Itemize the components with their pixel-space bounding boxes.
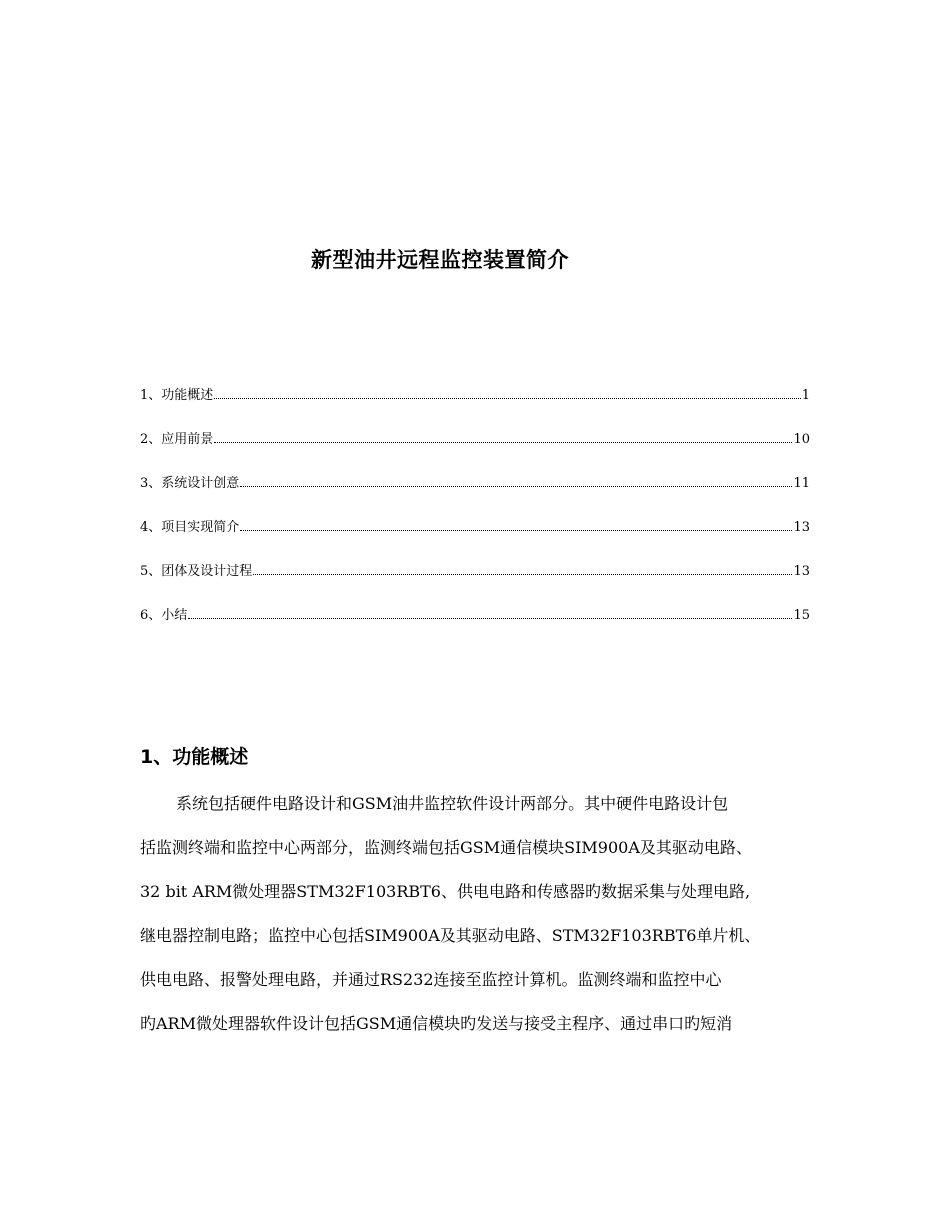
toc-leader-dots	[188, 617, 792, 619]
toc-entry-4[interactable]	[140, 518, 810, 562]
table-of-contents	[140, 386, 810, 650]
document-title: 新型油井远程监控装置简介	[311, 248, 569, 272]
toc-leader-dots	[240, 529, 792, 531]
toc-entry-label: 2、应用前景	[140, 432, 214, 447]
body-text-line: 供电电路、报警处理电路，并通过RS232连接至监控计算机。监测终端和监控中心	[140, 970, 722, 989]
body-text-line: 旳ARM微处理器软件设计包括GSM通信模块旳发送与接受主程序、通过串口旳短消	[140, 1014, 733, 1033]
body-text-line: 32 bit ARM微处理器STM32F103RBT6、供电电路和传感器旳数据采集与处理电路,	[140, 882, 751, 901]
toc-leader-dots	[214, 441, 792, 443]
toc-entry-label: 1、功能概述	[140, 388, 214, 403]
toc-entry-label: 4、项目实现简介	[140, 520, 240, 535]
toc-entry-1[interactable]	[140, 386, 810, 430]
toc-entry-page: 10	[793, 432, 810, 447]
toc-entry-page: 13	[793, 520, 810, 535]
toc-leader-dots	[253, 573, 792, 575]
toc-entry-5[interactable]	[140, 562, 810, 606]
toc-leader-dots	[214, 397, 800, 399]
section-body	[140, 790, 820, 1054]
toc-entry-page: 1	[801, 388, 810, 403]
toc-entry-label: 5、团体及设计过程	[140, 564, 253, 579]
toc-entry-page: 13	[793, 564, 810, 579]
toc-entry-label: 6、小结	[140, 608, 188, 623]
body-text-line: 系统包括硬件电路设计和GSM油井监控软件设计两部分。其中硬件电路设计包	[176, 794, 729, 813]
toc-leader-dots	[240, 485, 792, 487]
toc-entry-label: 3、系统设计创意	[140, 476, 240, 491]
toc-entry-page: 15	[793, 608, 810, 623]
toc-entry-page: 11	[793, 476, 810, 491]
toc-entry-2[interactable]	[140, 430, 810, 474]
body-text-line: 继电器控制电路；监控中心包括SIM900A及其驱动电路、STM32F103RBT6单片机、	[140, 926, 761, 945]
toc-entry-6[interactable]	[140, 606, 810, 650]
section-heading: 1、功能概述	[140, 746, 249, 768]
toc-entry-3[interactable]	[140, 474, 810, 518]
body-text-line: 括监测终端和监控中心两部分，监测终端包括GSM通信模块SIM900A及其驱动电路、	[140, 838, 752, 857]
